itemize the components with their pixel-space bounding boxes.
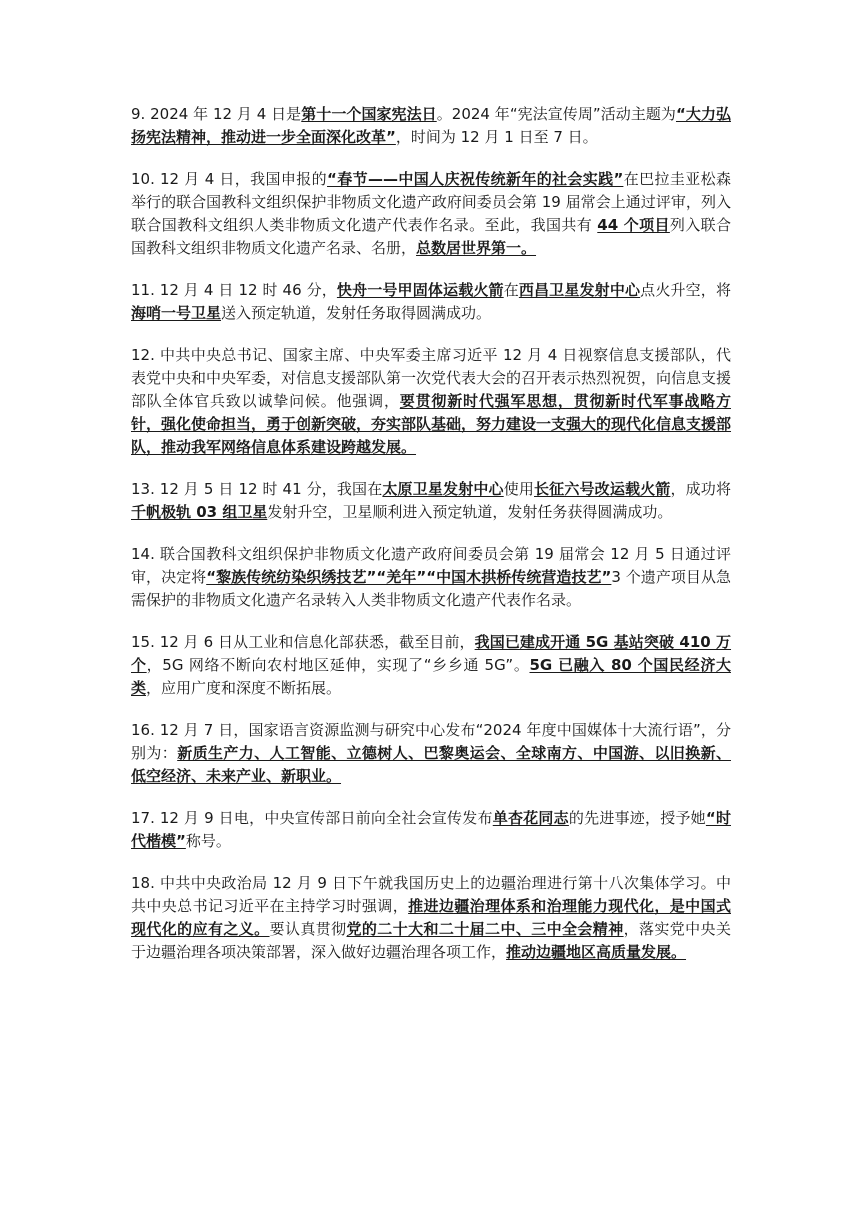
body-text: 。2024 年“宪法宣传周”活动主题为 — [436, 105, 676, 123]
key-point-text: “大力弘扬宪法精神，推动进一步全面深化改革” — [131, 105, 731, 146]
news-item — [131, 719, 731, 788]
news-item — [131, 103, 731, 149]
body-text: 11. 12 月 4 日 12 时 46 分， — [131, 281, 337, 299]
body-text: 18. 中共中央政治局 12 月 9 日下午就我国历史上的边疆治理进行第十八次集体学习。中共中央总书记习近平在主持学习时强调， — [131, 874, 731, 915]
body-text: 13. 12 月 5 日 12 时 41 分，我国在 — [131, 480, 383, 498]
key-point-text: 海哨一号卫星 — [131, 304, 222, 322]
news-item — [131, 478, 731, 524]
key-point-text: 推动边疆地区高质量发展。 — [506, 943, 687, 961]
body-text: ，落实党中央关于边疆治理各项决策部署，深入做好边疆治理各项工作， — [131, 920, 731, 961]
body-text: 16. 12 月 7 日，国家语言资源监测与研究中心发布“2024 年度中国媒体十大流行语”，分别为： — [131, 721, 731, 762]
key-point-text: 单杏花同志 — [492, 809, 569, 827]
key-point-text: 太原卫星发射中心 — [382, 480, 504, 498]
document-body — [131, 103, 731, 983]
key-point-text: 第十一个国家宪法日 — [301, 105, 437, 123]
body-text: 15. 12 月 6 日从工业和信息化部获悉，截至目前， — [131, 633, 475, 651]
body-text: 的先进事迹，授予她 — [568, 809, 706, 827]
body-text: ，5G 网络不断向农村地区延伸，实现了“乡乡通 5G”。 — [146, 656, 530, 674]
news-item — [131, 279, 731, 325]
body-text: 在巴拉圭亚松森举行的联合国教科文组织保护非物质文化遗产政府间委员会第 19 届常会上通过评审，列入联合国教科文组织人类非物质文化遗产代表作名录。至此，我国共有 — [131, 170, 731, 234]
key-point-text: 千帆极轨 03 组卫星 — [131, 503, 268, 521]
key-point-text: 快舟一号甲固体运载火箭 — [336, 281, 504, 299]
body-text: 列入联合国教科文组织非物质文化遗产名录、名册， — [131, 216, 731, 257]
key-point-text: 长征六号改运载火箭 — [534, 480, 671, 498]
body-text: 14. 联合国教科文组织保护非物质文化遗产政府间委员会第 19 届常会 12 月 5 日通过评审，决定将 — [131, 545, 731, 586]
key-point-text: 44 个项目 — [597, 216, 670, 234]
news-item — [131, 168, 731, 260]
key-point-text: 推进边疆治理体系和治理能力现代化，是中国式现代化的应有之义。 — [131, 897, 731, 938]
body-text: 要认真贯彻 — [269, 920, 347, 938]
body-text: 17. 12 月 9 日电，中央宣传部日前向全社会宣传发布 — [131, 809, 493, 827]
body-text: ，成功将 — [670, 480, 731, 498]
news-item — [131, 631, 731, 700]
body-text: 3 个遗产项目从急需保护的非物质文化遗产名录转入人类非物质文化遗产代表作名录。 — [131, 568, 731, 609]
body-text: ，应用广度和深度不断拓展。 — [146, 679, 342, 697]
key-point-text: 我国已建成开通 5G 基站突破 410 万个 — [131, 633, 732, 674]
key-point-text: 新质生产力、人工智能、立德树人、巴黎奥运会、全球南方、中国游、以旧换新、低空经济、未来产业、新职业。 — [131, 744, 731, 785]
key-point-text: “黎族传统纺染织绣技艺”“羌年”“中国木拱桥传统营造技艺” — [206, 568, 612, 586]
news-item — [131, 543, 731, 612]
body-text: 10. 12 月 4 日，我国申报的 — [131, 170, 328, 188]
news-item — [131, 344, 731, 459]
key-point-text: 5G 已融入 80 个国民经济大类 — [131, 656, 731, 697]
body-text: ，时间为 12 月 1 日至 7 日。 — [395, 128, 598, 146]
news-item — [131, 807, 731, 853]
body-text: 送入预定轨道，发射任务取得圆满成功。 — [221, 304, 492, 322]
key-point-text: 总数居世界第一。 — [416, 239, 537, 257]
body-text: 发射升空，卫星顺利进入预定轨道，发射任务获得圆满成功。 — [267, 503, 673, 521]
body-text: 点火升空，将 — [640, 281, 731, 299]
body-text: 在 — [503, 281, 519, 299]
body-text: 使用 — [503, 480, 535, 498]
key-point-text: 西昌卫星发射中心 — [518, 281, 641, 299]
key-point-text: 要贯彻新时代强军思想，贯彻新时代军事战略方针，强化使命担当，勇于创新突破，夯实部队基础，努力建设一支强大的现代化信息支援部队，推动我军网络信息体系建设跨越发展。 — [131, 392, 732, 456]
key-point-text: “时代楷模” — [131, 809, 731, 850]
body-text: 12. 中共中央总书记、国家主席、中央军委主席习近平 12 月 4 日视察信息支援部队，代表党中央和中央军委，对信息支援部队第一次党代表大会的召开表示热烈祝贺，向信息支援部队全体官兵致以诚挚问候。他强调， — [131, 346, 732, 410]
body-text: 9. 2024 年 12 月 4 日是 — [131, 105, 302, 123]
key-point-text: 党的二十大和二十届二中、三中全会精神 — [346, 920, 624, 938]
news-item — [131, 872, 731, 964]
body-text: 称号。 — [185, 832, 231, 850]
key-point-text: “春节——中国人庆祝传统新年的社会实践” — [327, 170, 624, 188]
